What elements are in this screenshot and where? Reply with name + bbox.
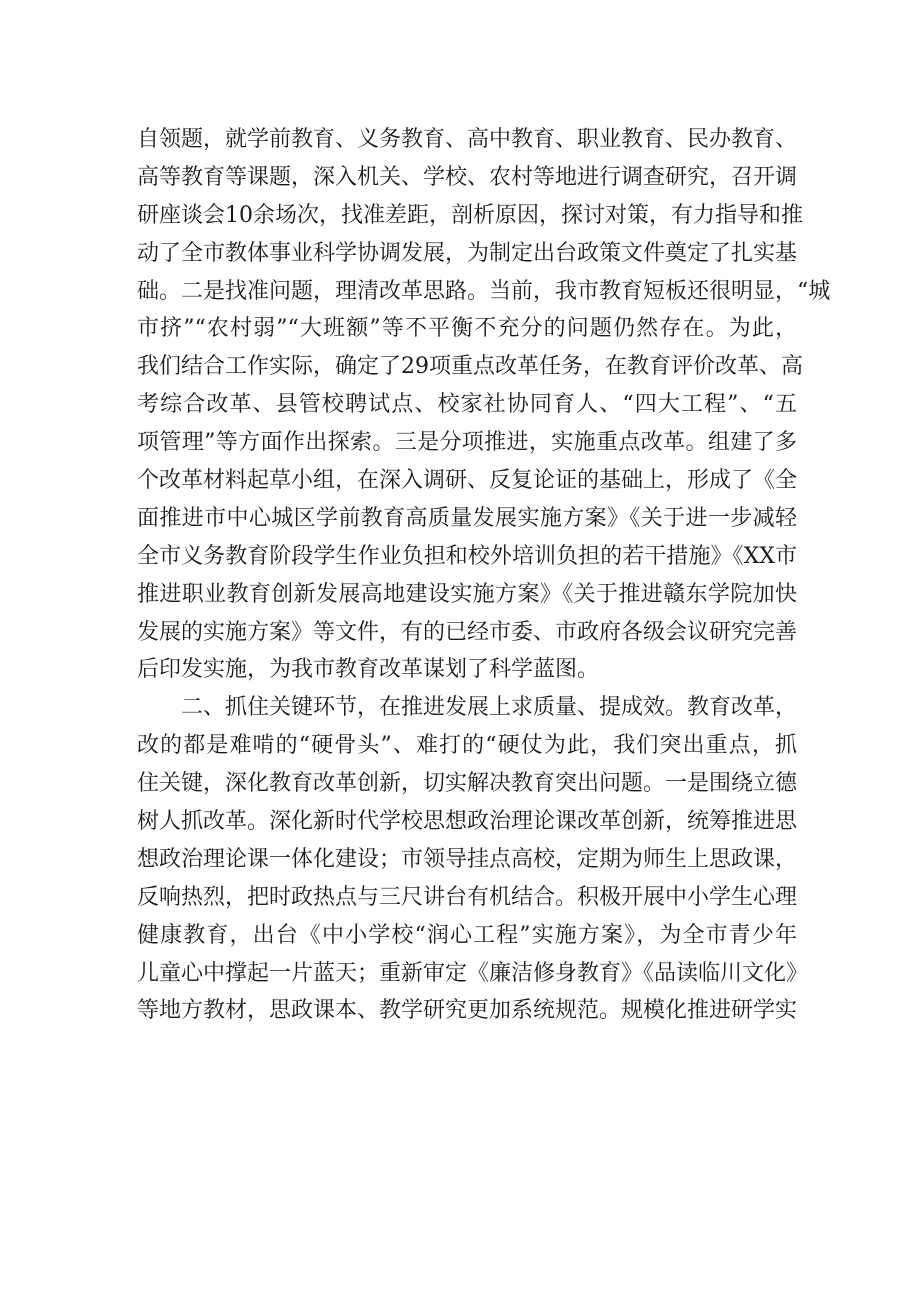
paragraph-line: 面推进市中心城区学前教育高质量发展实施方案》《关于进一步减轻 (137, 505, 797, 531)
paragraph-line: 想政治理论课一体化建设；市领导挂点高校，定期为师生上思政课， (137, 846, 798, 872)
paragraph-line: 树人抓改革。深化新时代学校思想政治理论课改革创新，统筹推进思 (137, 809, 798, 835)
paragraph-1 (137, 121, 831, 689)
paragraph-line: 研座谈会10余场次，找准差距，剖析原因，探讨对策，有力指导和推 (137, 202, 803, 228)
paragraph-line: 等地方教材，思政课本、教学研究更加系统规范。规模化推进研学实 (137, 998, 798, 1024)
paragraph-line: 我们结合工作实际，确定了29项重点改革任务，在教育评价改革、高 (137, 354, 803, 380)
paragraph-line: 反响热烈，把时政热点与三尺讲台有机结合。积极开展中小学生心理 (137, 884, 798, 910)
paragraph-line: 础。二是找准问题，理清改革思路。当前，我市教育短板还很明显，“城 (137, 278, 831, 304)
paragraph-line: 健康教育，出台《中小学校“润心工程”实施方案》，为全市青少年 (137, 922, 797, 948)
paragraph-line: 改的都是难啃的“硬骨头”、难打的“硬仗为此，我们突出重点，抓 (137, 733, 797, 759)
paragraph-line: 全市义务教育阶段学生作业负担和校外培训负担的若干措施》《XX市 (137, 543, 797, 569)
document-body (137, 121, 831, 1030)
paragraph-line: 高等教育等课题，深入机关、学校、农村等地进行调查研究，召开调 (137, 164, 798, 190)
paragraph-line: 考综合改革、县管校聘试点、校家社协同育人、“四大工程”、“五 (137, 392, 797, 418)
paragraph-line: 后印发实施，为我市教育改革谋划了科学蓝图。 (137, 657, 600, 683)
paragraph-line: 自领题，就学前教育、义务教育、高中教育、职业教育、民办教育、 (137, 127, 798, 152)
paragraph-2 (137, 689, 809, 1030)
paragraph-line: 市挤”“农村弱”“大班额”等不平衡不充分的问题仍然存在。为此， (137, 316, 797, 342)
paragraph-line: 动了全市教体事业科学协调发展，为制定出台政策文件奠定了扎实基 (137, 240, 798, 266)
paragraph-line: 推进职业教育创新发展高地建设实施方案》《关于推进赣东学院加快 (137, 581, 797, 607)
paragraph-line: 项管理”等方面作出探索。三是分项推进，实施重点改革。组建了多 (137, 430, 797, 456)
paragraph-line: 二、抓住关键环节，在推进发展上求质量、提成效。教育改革， (181, 695, 798, 721)
paragraph-line: 儿童心中撑起一片蓝天；重新审定《廉洁修身教育》《品读临川文化》 (137, 960, 809, 986)
paragraph-line: 住关键，深化教育改革创新，切实解决教育突出问题。一是围绕立德 (137, 771, 798, 797)
paragraph-line: 个改革材料起草小组，在深入调研、反复论证的基础上，形成了《全 (137, 468, 798, 494)
paragraph-line: 发展的实施方案》等文件，有的已经市委、市政府各级会议研究完善 (137, 619, 798, 645)
